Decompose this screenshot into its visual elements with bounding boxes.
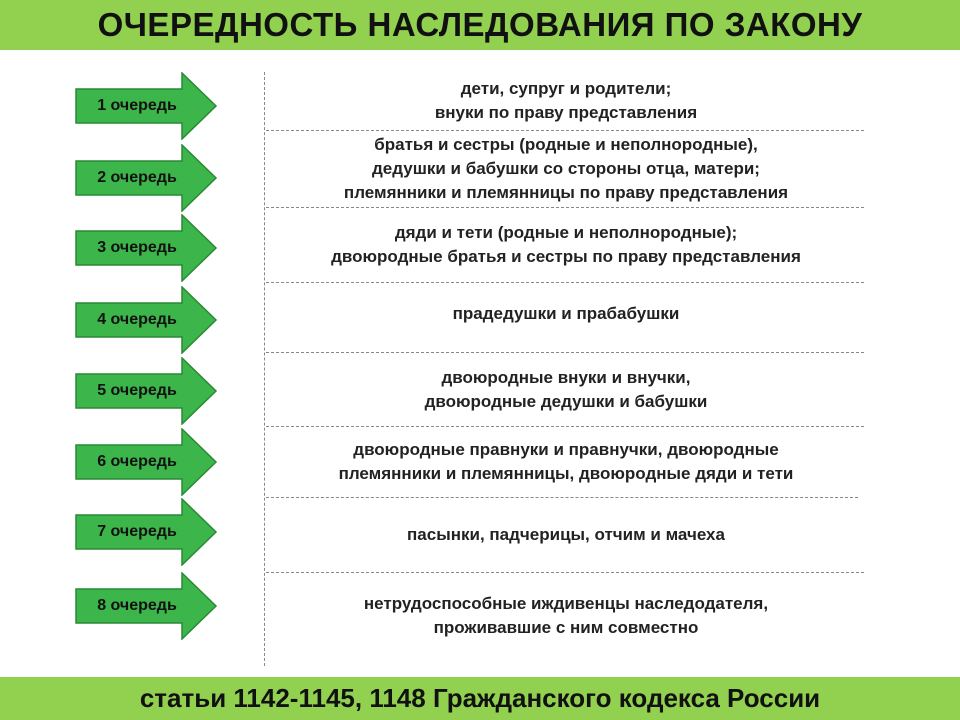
queue-7-heirs: пасынки, падчерицы, отчим и мачеха	[407, 525, 725, 544]
queue-7-label: 7 очередь	[97, 523, 177, 540]
queue-1-arrow	[75, 72, 218, 140]
page-title: ОЧЕРЕДНОСТЬ НАСЛЕДОВАНИЯ ПО ЗАКОНУ	[97, 6, 863, 43]
queue-2-heirs: братья и сестры (родные и неполнородные), дедушки и бабушки со стороны отца, матери; племянники и племянницы по праву представления	[343, 135, 789, 202]
queue-5-arrow	[75, 357, 218, 425]
footer-banner	[0, 677, 960, 720]
queue-7-arrow	[75, 498, 218, 566]
queue-5-heirs: двоюродные внуки и внучки, двоюродные дедушки и бабушки	[424, 367, 708, 411]
queue-3-arrow	[75, 214, 218, 282]
queue-8-heirs: нетрудоспособные иждивенцы наследодателя, проживавшие с ним совместно	[363, 594, 769, 637]
queue-6-heirs: двоюродные правнуки и правнучки, двоюродные племянники и племянницы, двоюродные дяди и тети	[338, 440, 794, 483]
queue-3-label: 3 очередь	[97, 239, 177, 256]
queue-8-arrow	[75, 572, 218, 640]
queue-4-arrow	[75, 286, 218, 354]
row-divider-7	[266, 572, 864, 573]
queue-8-label: 8 очередь	[97, 597, 177, 614]
title-banner	[0, 0, 960, 50]
queue-1-heirs: дети, супруг и родители; внуки по праву представления	[434, 79, 698, 122]
queue-5-label: 5 очередь	[97, 382, 177, 399]
queue-6-label: 6 очередь	[97, 453, 177, 470]
queue-4-heirs: прадедушки и прабабушки	[452, 304, 680, 323]
footer-citation: статьи 1142-1145, 1148 Гражданского кодекса России	[139, 683, 821, 713]
queue-2-arrow	[75, 144, 218, 212]
queue-2-label: 2 очередь	[97, 169, 177, 186]
queue-1-label: 1 очередь	[97, 97, 177, 114]
queue-4-label: 4 очередь	[97, 311, 177, 328]
queue-6-arrow	[75, 428, 218, 496]
queue-3-heirs: дяди и тети (родные и неполнородные); двоюродные братья и сестры по праву представления	[331, 223, 801, 266]
vertical-divider	[264, 72, 265, 666]
